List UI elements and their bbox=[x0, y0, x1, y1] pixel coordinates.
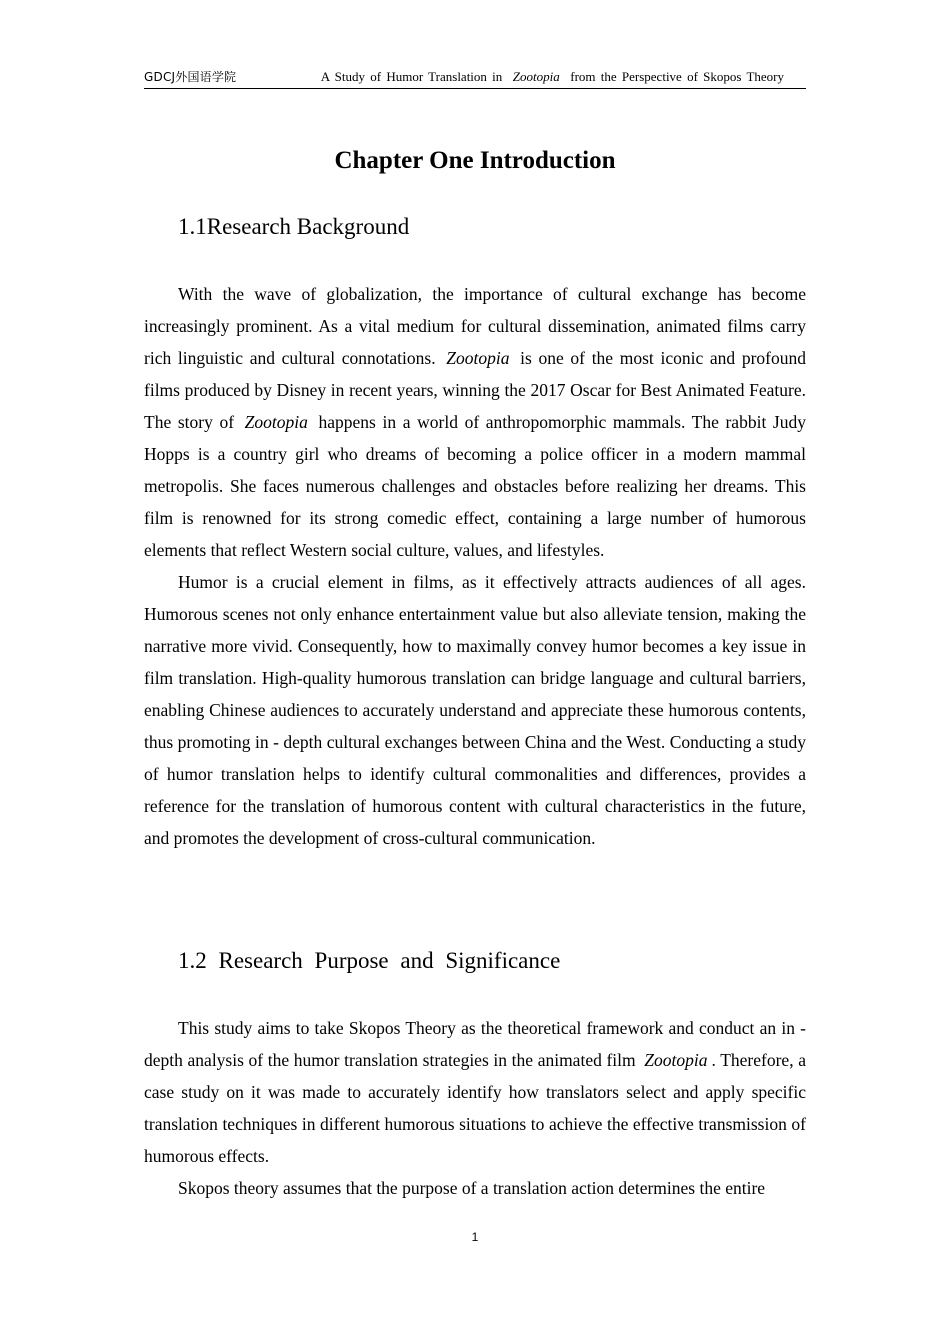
section-heading-research-purpose: 1.2 Research Purpose and Significance bbox=[178, 948, 561, 973]
page-number: 1 bbox=[471, 1230, 479, 1244]
page-header bbox=[144, 66, 806, 89]
film-title-italic: Zootopia bbox=[644, 1050, 708, 1070]
paragraph-text: happens in a world of anthropomorphic mammals. The rabbit Judy Hopps is a country girl who dreams of becoming a police officer in a modern mammal metropolis. She faces numerous challenges and obstacles before realizing her dreams. This film is renowned for its strong comedic effect, containing a large number of humorous elements that reflect Western social culture, values, and lifestyles. bbox=[144, 412, 806, 560]
paragraph-text: With the wave of globalization, the importance of cultural exchange has become increasingly prominent. As a vital medium for cultural dissemination, animated films carry rich linguistic and cultural connotations. bbox=[144, 284, 806, 368]
body-paragraph bbox=[144, 566, 806, 854]
header-title-suffix: from the Perspective of Skopos Theory bbox=[570, 69, 784, 84]
paragraph-text: Skopos theory assumes that the purpose of a translation action determines the entire bbox=[178, 1178, 766, 1198]
section-body-research-background bbox=[144, 278, 806, 854]
body-paragraph bbox=[144, 278, 806, 566]
header-title-film: Zootopia bbox=[512, 69, 560, 84]
paragraph-text: This study aims to take Skopos Theory as the theoretical framework and conduct an in - depth analysis of the humor translation strategies in the animated film bbox=[144, 1018, 806, 1070]
body-paragraph bbox=[144, 1172, 806, 1204]
paragraph-text: is one of the most iconic and profound films produced by Disney in recent years, winning the 2017 Oscar for Best Animated Feature. The story of bbox=[144, 348, 806, 432]
header-title-prefix: A Study of Humor Translation in bbox=[320, 69, 503, 84]
film-title-italic: Zootopia bbox=[244, 412, 308, 432]
header-institution: GDCJ外国语学院 bbox=[144, 70, 237, 84]
paragraph-text: . Therefore, a case study on it was made to accurately identify how translators select and apply specific translation techniques in different humorous situations to achieve the effective transmission of humorous effects. bbox=[144, 1050, 806, 1166]
film-title-italic: Zootopia bbox=[446, 348, 510, 368]
section-body-research-purpose bbox=[144, 1012, 806, 1204]
paragraph-text: Humor is a crucial element in films, as it effectively attracts audiences of all ages. Humorous scenes not only enhance entertainment value but also alleviate tension, making the narrative more vivid. Consequently, how to maximally convey humor becomes a key issue in film translation. High-quality humorous translation can bridge language and cultural barriers, enabling Chinese audiences to accurately understand and appreciate these humorous contents, thus promoting in - depth cultural exchanges between China and the West. Conducting a study of humor translation helps to identify cultural commonalities and differences, provides a reference for the translation of humorous content with cultural characteristics in the future, and promotes the development of cross-cultural communication. bbox=[144, 572, 806, 848]
section-heading-research-background: 1.1Research Background bbox=[178, 214, 410, 239]
header-running-title bbox=[321, 69, 784, 85]
chapter-title: Chapter One Introduction bbox=[334, 147, 616, 174]
body-paragraph bbox=[144, 1012, 806, 1172]
